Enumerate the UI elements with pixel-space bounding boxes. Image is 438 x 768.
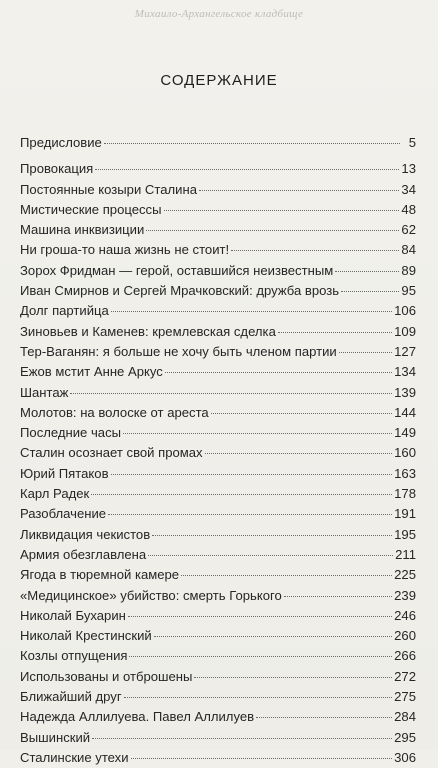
toc-entry [20, 133, 416, 153]
toc-entry-title: Армия обезглавлена [20, 546, 147, 562]
toc-entry-title: Шантаж [20, 384, 69, 400]
toc-entry-title: Вышинский [20, 729, 91, 745]
toc-entry-page-number: 246 [394, 607, 416, 623]
toc-entry-page-number: 163 [394, 465, 416, 481]
toc-entry [20, 322, 416, 342]
toc-entry [20, 484, 416, 504]
toc-entry-page-number: 225 [394, 567, 416, 583]
toc-entry-title: Использованы и отброшены [20, 668, 193, 684]
toc-entry [20, 159, 416, 179]
toc-entry-page-number: 48 [401, 201, 416, 217]
dot-leader [152, 535, 392, 536]
dot-leader [194, 677, 392, 678]
toc-entry-page-number: 191 [394, 506, 416, 522]
dot-leader [95, 169, 399, 170]
toc-entry [20, 281, 416, 301]
toc-entry-page-number: 106 [394, 303, 416, 319]
toc-entry-title: Николай Крестинский [20, 628, 152, 644]
toc-entry-title: Предисловие [20, 135, 102, 150]
toc-entry-page-number: 266 [394, 648, 416, 664]
toc-entry-title: Зиновьев и Каменев: кремлевская сделка [20, 323, 276, 339]
toc-entry-page-number: 211 [395, 546, 416, 562]
dot-leader [341, 291, 399, 292]
dot-leader [111, 311, 392, 312]
toc-entry-title: Сталин осознает свой промах [20, 445, 203, 461]
toc-entry [20, 464, 416, 484]
toc-entry [20, 220, 416, 240]
toc-entry-title: «Медицинское» убийство: смерть Горького [20, 587, 282, 603]
toc-entry-title: Ликвидация чекистов [20, 526, 151, 542]
toc-entry-title: Карл Радек [20, 486, 90, 502]
dot-leader [278, 332, 392, 333]
toc-entry-title: Зорох Фридман — герой, оставшийся неизвестным [20, 262, 334, 278]
toc-entry [20, 261, 416, 281]
toc-entry [20, 626, 416, 646]
page-title: СОДЕРЖАНИЕ [160, 72, 278, 89]
dot-leader [128, 616, 392, 617]
toc-entry [20, 362, 416, 382]
toc-entry [20, 301, 416, 321]
dot-leader [123, 433, 392, 434]
toc-entry-page-number: 127 [394, 343, 416, 359]
toc-entry-page-number: 62 [401, 222, 416, 238]
dot-leader [181, 575, 392, 576]
toc-entry-title: Ни гроша-то наша жизнь не стоит! [20, 242, 230, 258]
dot-leader [205, 453, 393, 454]
toc-entry [20, 728, 416, 748]
toc-entry [20, 443, 416, 463]
toc-entry-title: Юрий Пятаков [20, 465, 109, 481]
dot-leader [165, 372, 392, 373]
toc-entry-page-number: 84 [401, 242, 416, 258]
toc-entry-page-number: 5 [408, 135, 416, 150]
table-of-contents [20, 133, 416, 768]
dot-leader [164, 210, 400, 211]
toc-entry [20, 240, 416, 260]
toc-entry [20, 748, 416, 768]
dot-leader [70, 393, 392, 394]
dot-leader [256, 717, 392, 718]
toc-entry-title: Провокация [20, 161, 94, 177]
toc-entry-title: Надежда Аллилуева. Павел Аллилуев [20, 709, 255, 725]
toc-entry [20, 504, 416, 524]
toc-entry-title: Ближайший друг [20, 689, 122, 705]
dot-leader [111, 474, 393, 475]
toc-entry [20, 545, 416, 565]
dot-leader [339, 352, 392, 353]
dot-leader [211, 413, 392, 414]
toc-entry-title: Долг партийца [20, 303, 109, 319]
toc-entry-title: Козлы отпущения [20, 648, 128, 664]
dot-leader [91, 494, 392, 495]
toc-entry-page-number: 13 [401, 161, 416, 177]
toc-entry-page-number: 144 [394, 404, 416, 420]
dot-leader [92, 738, 392, 739]
dot-leader [124, 697, 393, 698]
running-head: Михаило-Архангельское кладбище [134, 8, 304, 20]
dot-leader [146, 230, 399, 231]
dot-leader [108, 514, 392, 515]
toc-entry-page-number: 178 [394, 486, 416, 502]
toc-entry-title: Ягода в тюремной камере [20, 567, 180, 583]
toc-entry-page-number: 149 [394, 425, 416, 441]
toc-entry-page-number: 95 [401, 283, 416, 299]
toc-entry-title: Машина инквизиции [20, 222, 145, 238]
toc-entry-title: Молотов: на волоске от ареста [20, 404, 209, 420]
toc-entry [20, 403, 416, 423]
toc-entry [20, 565, 416, 585]
dot-leader [154, 636, 392, 637]
toc-entry [20, 707, 416, 727]
toc-entry-title: Мистические процессы [20, 201, 162, 217]
dot-leader [104, 143, 400, 144]
toc-entry-page-number: 139 [394, 384, 416, 400]
toc-entry-title: Сталинские утехи [20, 749, 129, 765]
toc-entry-page-number: 284 [394, 709, 416, 725]
dot-leader [335, 271, 399, 272]
toc-entry-page-number: 239 [394, 587, 416, 603]
toc-entry [20, 586, 416, 606]
dot-leader [148, 555, 393, 556]
dot-leader [129, 656, 392, 657]
toc-entry-page-number: 260 [394, 628, 416, 644]
toc-entry-page-number: 89 [401, 262, 416, 278]
toc-entry [20, 200, 416, 220]
dot-leader [131, 758, 393, 759]
toc-entry [20, 687, 416, 707]
toc-entry-title: Тер-Ваганян: я больше не хочу быть членом партии [20, 343, 337, 359]
toc-entry-title: Николай Бухарин [20, 607, 126, 623]
toc-entry [20, 525, 416, 545]
toc-entry [20, 342, 416, 362]
toc-entry-page-number: 134 [394, 364, 416, 380]
dot-leader [199, 190, 399, 191]
toc-entry [20, 606, 416, 626]
toc-entry-page-number: 295 [394, 729, 416, 745]
toc-entry [20, 180, 416, 200]
toc-entry-page-number: 195 [394, 526, 416, 542]
toc-entry-title: Разоблачение [20, 506, 107, 522]
toc-entry [20, 646, 416, 666]
toc-entry-title: Последние часы [20, 425, 122, 441]
dot-leader [284, 596, 392, 597]
toc-entry-title: Ежов мстит Анне Аркус [20, 364, 163, 380]
toc-entry [20, 667, 416, 687]
toc-entry-page-number: 272 [394, 668, 416, 684]
toc-entry-page-number: 34 [401, 181, 416, 197]
toc-entry-page-number: 109 [394, 323, 416, 339]
dot-leader [231, 250, 399, 251]
toc-entry [20, 423, 416, 443]
toc-entry [20, 383, 416, 403]
toc-entry-page-number: 306 [394, 749, 416, 765]
toc-entry-page-number: 160 [394, 445, 416, 461]
toc-entry-title: Иван Смирнов и Сергей Мрачковский: дружба врозь [20, 283, 340, 299]
toc-entry-title: Постоянные козыри Сталина [20, 181, 197, 197]
toc-entry-page-number: 275 [394, 689, 416, 705]
